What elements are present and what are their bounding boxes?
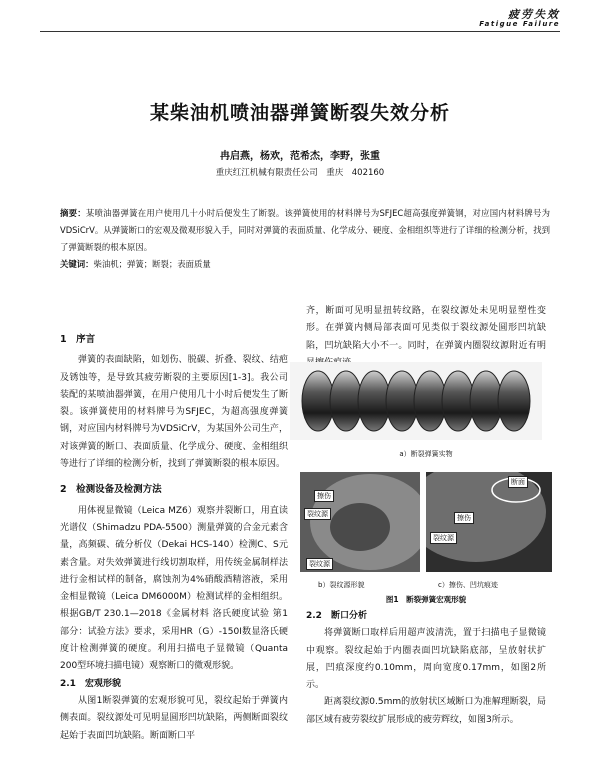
section-2-2-paragraph-1: 将弹簧断口取样后用超声波清洗，置于扫描电子显微镜中观察。裂纹起始于内圈表面凹坑缺陷底部，呈放射状扩展，凹痕深度约0.10mm，周向宽度0.17mm，如图2所示。 — [306, 628, 546, 691]
label-scratch: 擦伤 — [454, 512, 474, 524]
abstract — [60, 205, 550, 256]
paper-authors: 冉启燕，杨欢，范希杰，李野，张重 — [220, 151, 380, 162]
section-2-2-paragraph-2: 距离裂纹源0.5mm的放射状区域断口为准解理断裂，局部区域有疲劳裂纹扩展形成的疲劳辉纹，如图3所示。 — [306, 697, 546, 725]
spring-photo — [290, 362, 542, 440]
section-1-paragraph: 弹簧的表面缺陷，如划伤、脱碳、折叠、裂纹、结疤及锈蚀等，是导致其疲劳断裂的主要原因[1-3]。我公司装配的某喷油器弹簧，在用户使用几十小时后便发生了断裂。该弹簧使用的材料牌号为SFJEC，为超高强度弹簧钢，对应国内材料牌号为VDSiCrV，为某国外公司生产，对该弹簧的断口、表面质量、化学成分、硬度、金相组织等进行了详细的检测分析，找到了弹簧断裂的根本原因。 — [60, 355, 288, 470]
label-fracture-surface: 断面 — [508, 476, 528, 488]
section-2-1-title: 2.1 宏观形貌 — [60, 678, 121, 689]
journal-section-en: Fatigue Failure — [479, 20, 560, 28]
section-2-2-title: 2.2 断口分析 — [306, 611, 367, 621]
abstract-text: 某喷油器弹簧在用户使用几十小时后便发生了断裂。该弹簧使用的材料牌号为SFJEC超高强度弹簧钢，对应国内材料牌号为VDSiCrV。从弹簧断口的宏观及微观形貌入手，同时对弹簧的表面质量、化学成分、硬度、金相组织等进行了详细的检测分析，找到了弹簧断裂的根本原因。 — [60, 208, 550, 252]
figure-1c-caption: c）擦伤、凹坑痕迹 — [438, 581, 498, 589]
section-1-title: 1 序言 — [60, 334, 96, 345]
label-crack-source: 裂纹源 — [430, 532, 457, 544]
label-scratch: 擦伤 — [314, 490, 334, 502]
figure-1b-caption: b）裂纹源形貌 — [318, 581, 365, 589]
keywords-label: 关键词： — [60, 259, 94, 269]
right-column-bottom — [306, 608, 546, 729]
header-rule — [40, 31, 560, 32]
crack-origin-photo — [300, 472, 420, 572]
section-2-title: 2 检测设备及检测方法 — [60, 484, 162, 496]
section-2-1-paragraph: 从图1断裂弹簧的宏观形貌可见，裂纹起始于弹簧内侧表面。裂纹源处可见明显圆形凹坑缺陷，两侧断面裂纹起始于表面凹坑缺陷。断面断口平 — [60, 695, 288, 741]
keywords-text: 柴油机；弹簧；断裂；表面质量 — [93, 259, 211, 269]
scratch-pit-image — [426, 472, 552, 572]
label-crack-source: 裂纹源 — [306, 558, 333, 570]
paper-affiliation: 重庆红江机械有限责任公司 重庆 402160 — [215, 168, 385, 178]
left-column — [60, 327, 288, 745]
keywords — [60, 258, 550, 270]
crack-origin-image — [300, 472, 420, 572]
journal-section-cn: 疲劳失效 — [508, 8, 560, 21]
label-crack-source: 裂纹源 — [304, 508, 331, 520]
paper-title: 某柴油机喷油器弹簧断裂失效分析 — [149, 102, 450, 124]
scratch-pit-photo — [426, 472, 552, 572]
figure-1-title: 图1 断裂弹簧宏观形貌 — [385, 595, 467, 604]
continued-paragraph: 齐，断面可见明显扭转纹路，在裂纹源处未见明显塑性变形。在弹簧内侧局部表面可见类似于裂纹源处圆形凹坑缺陷，凹坑缺陷大小不一。同时，在弹簧内圈裂纹源附近有明 — [306, 306, 546, 351]
figure-1a-caption: a）断裂弹簧实物 — [399, 450, 453, 458]
abstract-label: 摘要： — [60, 208, 86, 218]
section-2-paragraph: 用体视显微镜（Leica MZ6）观察并裂断口，用直读光谱仪（Shimadzu PDA-5500）测量弹簧的合金元素含量，高频碳、硫分析仪（Dekai HCS-140）检测C、S元素含量。对失效弹簧进行线切割取样，用传统金属制样法进行金相试样的制备，腐蚀剂为4%硝酸酒精溶液，采用金相显微镜（Leica DM6000M）检测试样的金相组织。根据GB/T 230.1—2018《金属材料 洛氏硬度试验 第1部分：试验方法》要求，采用HR（G）-150I数显洛氏硬度计检测弹簧的硬度。利用扫描电子显微镜（Quanta 200型环境扫描电镜）观察断口的微观形貌。 — [60, 505, 288, 672]
